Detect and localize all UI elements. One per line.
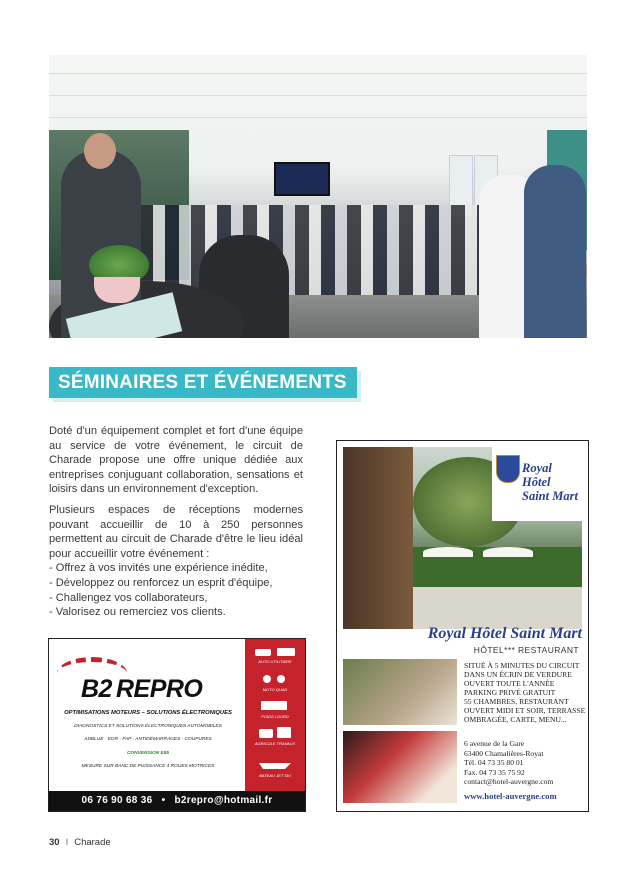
plant-pot [94,277,140,303]
truck-icon [261,701,287,710]
list-item: - Développez ou renforcez un esprit d'équipe, [49,576,273,589]
hotel-name: Royal Hôtel Saint Mart [427,625,582,642]
hotel-address: 6 avenue de la Gare 63400 Chamalières-Royat Tél. 04 73 35 80 01 Fax. 04 73 35 75 92 contact@hotel-auvergne.com [464,739,584,787]
hotel-dessert-photo [343,731,457,803]
b2-line: CONVERSION E85 [126,751,170,756]
b2-line: DIAGNOSTICS ET SOLUTIONS ÉLECTRONIQUES AUTOMOBILES [74,724,222,729]
audience [139,205,527,295]
boat-icon [259,763,291,769]
presentation-screen [274,162,330,196]
parasol [423,547,473,557]
car-icon [255,649,271,656]
digger-icon [277,727,291,738]
section-heading: SÉMINAIRES ET ÉVÉNEMENTS [49,367,357,398]
benefit-list [49,561,303,619]
b2-tagline: OPTIMISATIONS MOTEURS – SOLUTIONS ÉLECTRONIQUES [64,710,232,716]
hotel-crest [492,447,582,521]
moto-icon [263,675,271,683]
b2-contact-bar: 06 76 90 68 36 • b2repro@hotmail.fr [49,791,305,811]
page-footer: 30 I Charade [49,837,111,848]
b2repro-ad[interactable] [48,638,306,812]
tractor-icon [259,729,273,738]
hotel-garden-photo [343,447,582,629]
seminar-photo [49,55,587,338]
b2-vehicle-panel: AUTO UTILITAIRE MOTO QUAD POIDS LOURD AGRICOLE TRAVAUX BATEAU JET SKI [245,639,305,791]
parasol [483,547,533,557]
hotel-email[interactable]: contact@hotel-auvergne.com [464,777,554,787]
page-number: 30 [49,837,60,848]
b2-line: MESURE SUR BANC DE PUISSANCE 4 ROUES MOTRICES [81,764,215,769]
list-item: - Challengez vos collaborateurs, [49,591,208,604]
list-item: - Valorisez ou remerciez vos clients. [49,606,226,619]
hotel-website-link[interactable]: www.hotel-auvergne.com [464,791,557,801]
standing-man-right [524,165,586,338]
hotel-info: SITUÉ À 5 MINUTES DU CIRCUIT DANS UN ÉCRIN DE VERDURE OUVERT TOUTE L'ANNÉE PARKING PRIVÉ GRATUIT 55 CHAMBRES, RESTAURANT OUVERT MIDI ET SOIR, TERRASSE OMBRAGÉE, CARTE, MENU... [464,661,586,724]
b2repro-logo: B2 REPRO [81,675,203,703]
b2-phone[interactable]: 06 76 90 68 36 [81,795,153,806]
shield-icon [496,455,520,483]
tree-trunk [343,447,413,629]
hotel-ad[interactable] [336,440,589,812]
hotel-subtitle: HÔTEL*** RESTAURANT [473,645,579,655]
van-icon [277,648,295,656]
list-item: - Offrez à vos invités une expérience inédite, [49,562,268,575]
paragraph-1: Doté d'un équipement complet et fort d'une équipe au service de votre événement, le circuit de Charade propose une offre unique dédiée aux entreprises conjuguant collaboration, sensations et loisirs dans un environnement d'exception. [49,425,303,496]
footer-label: Charade [74,837,111,848]
b2-line: ADBLUE · EGR · FAP · ANTIDÉMARRAGES · COUPURES [84,737,212,742]
hotel-food-photo [343,659,457,725]
b2-email[interactable]: b2repro@hotmail.fr [174,795,273,806]
body-text [49,424,303,620]
crest-title: Royal Hôtel Saint Mart [522,461,578,503]
paragraph-2: Plusieurs espaces de réceptions modernes pouvant accueillir de 10 à 250 personnes permettent au circuit de Charade d'être le lieu idéal pour accueillir votre événement : [49,503,303,560]
